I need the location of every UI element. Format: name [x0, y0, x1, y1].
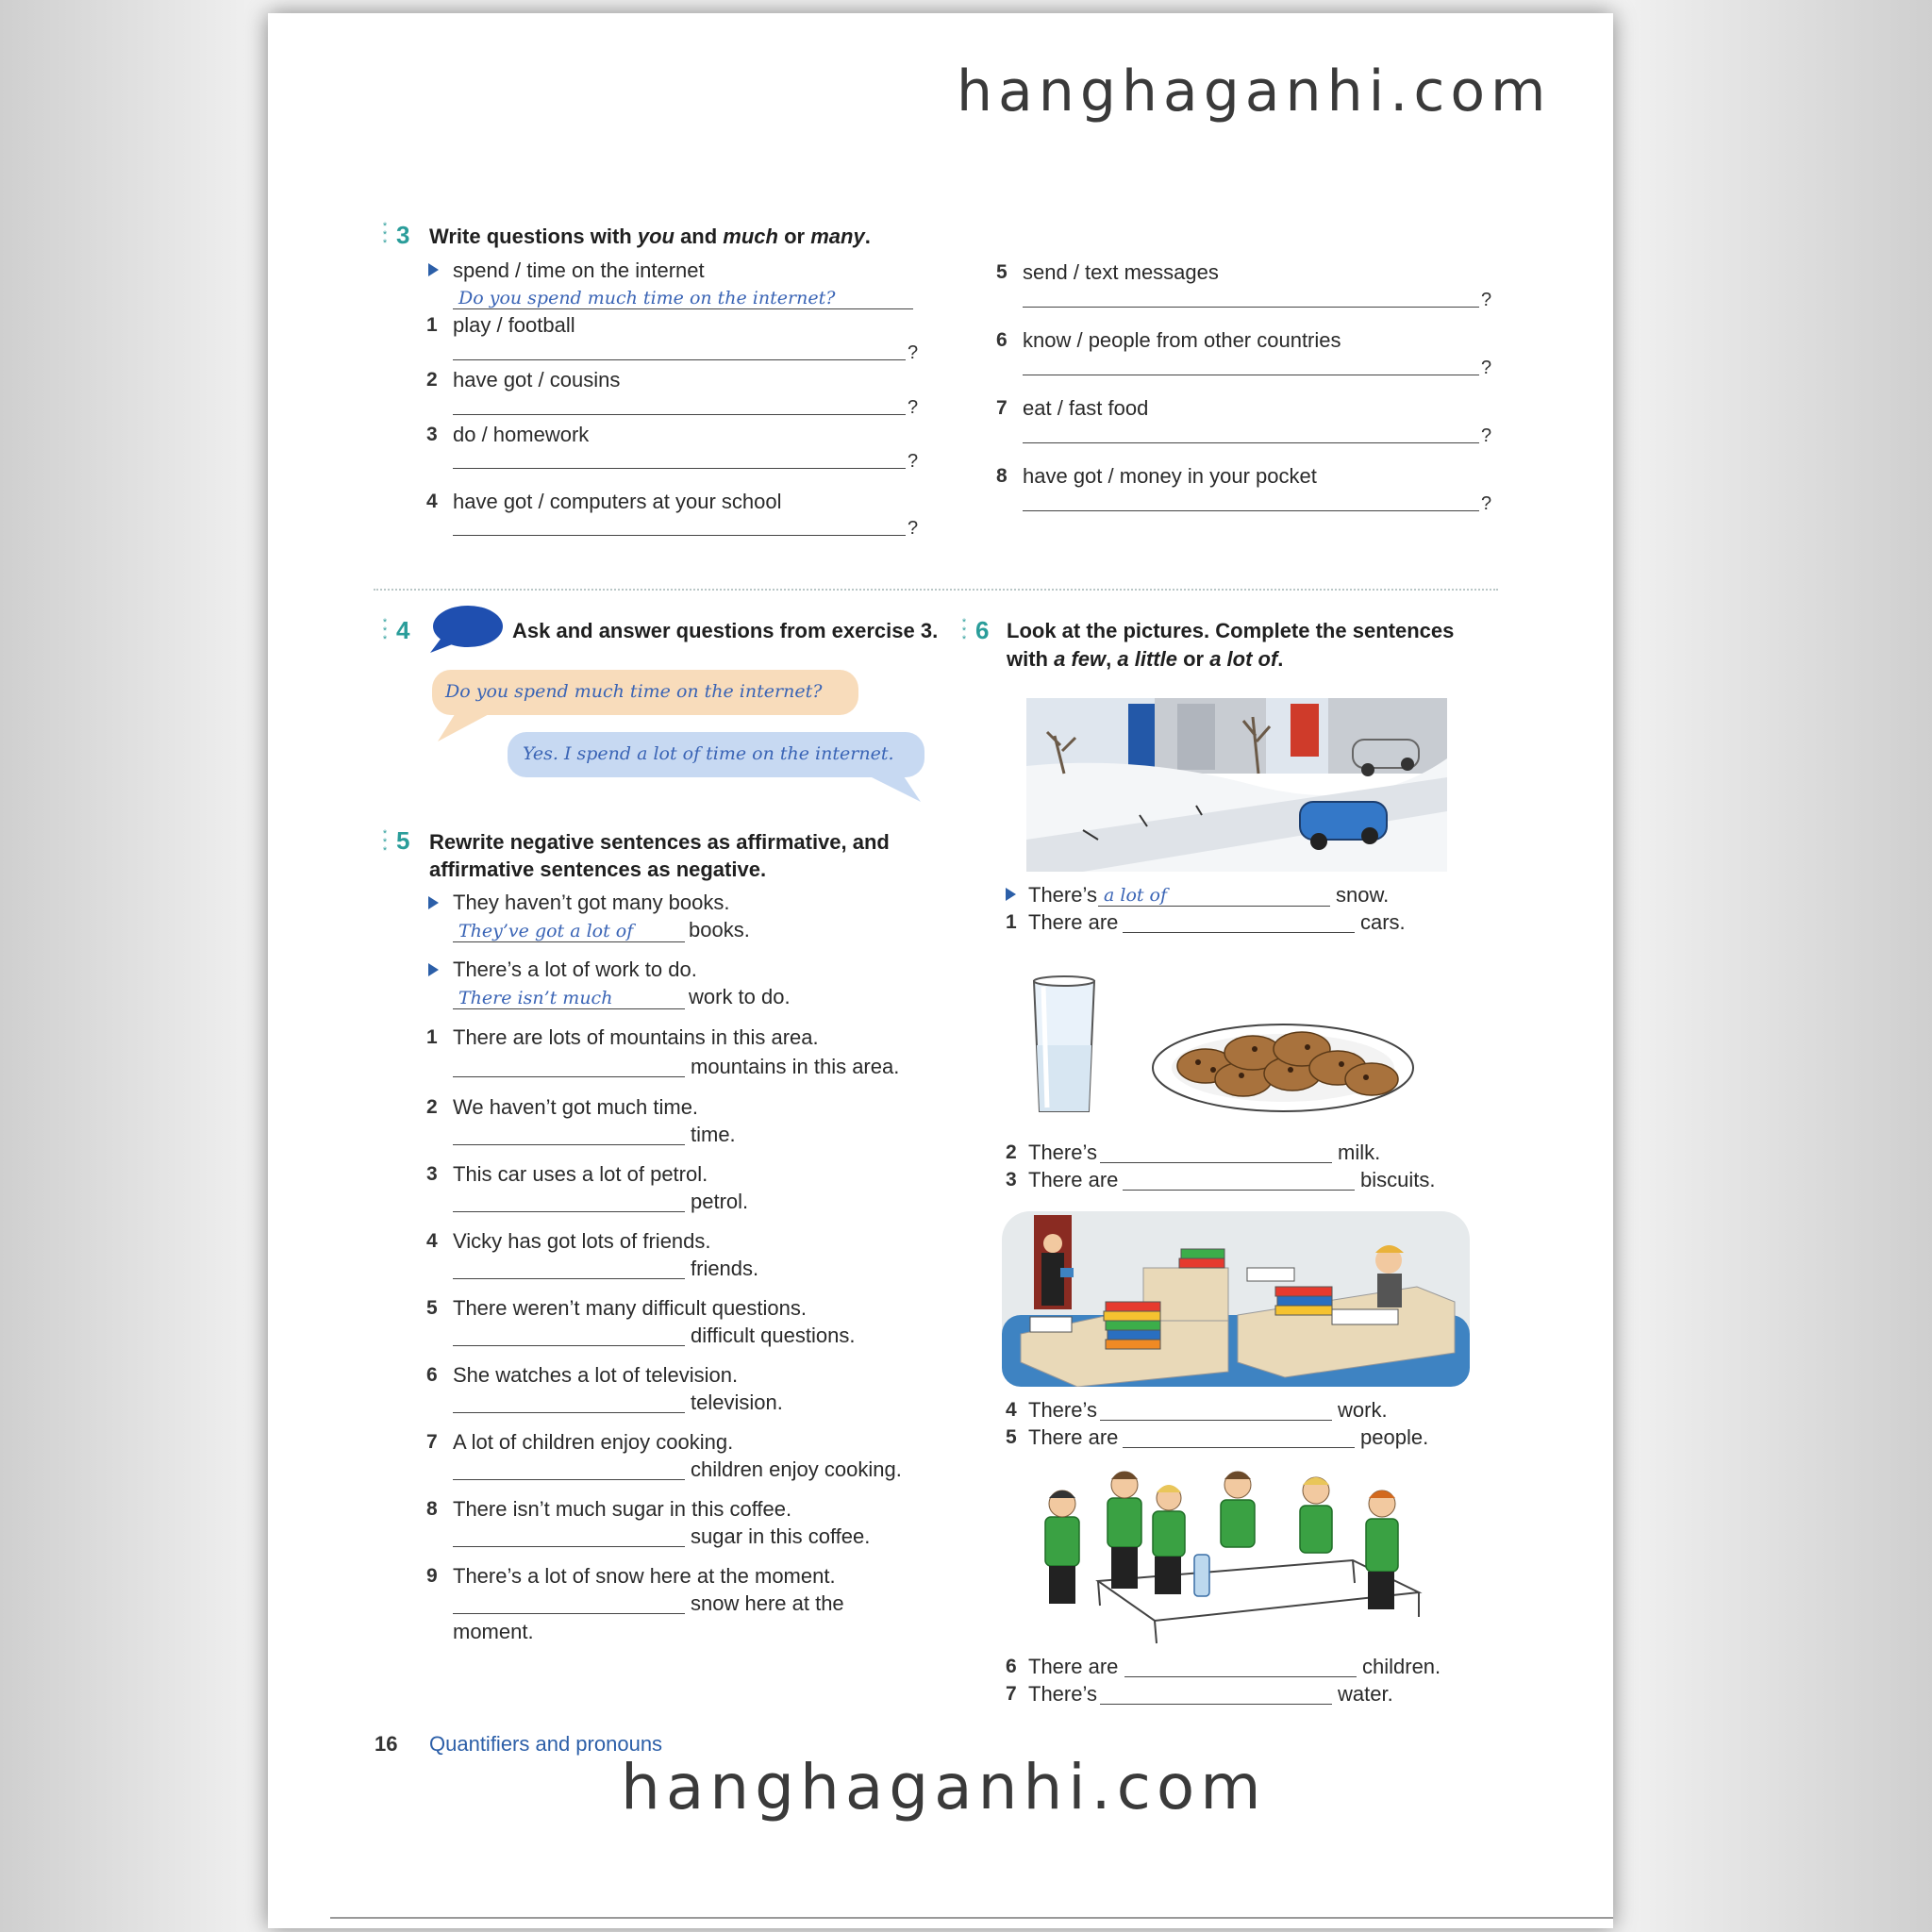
example-arrow-icon: [1006, 888, 1016, 901]
ex6-item-5-answer-line[interactable]: [1123, 1447, 1355, 1448]
item-number: 2: [1006, 1141, 1017, 1163]
exercise-5-heading-2: affirmative sentences as negative.: [429, 858, 767, 881]
ex5-item-3-answer-line[interactable]: [453, 1211, 685, 1212]
ex6-item-4-answer-line[interactable]: [1100, 1420, 1332, 1421]
ex3-item-4-answer-line[interactable]: [453, 535, 906, 536]
ex3-item-7-answer-line[interactable]: [1023, 442, 1479, 443]
ex6-item-1-start: There are: [1028, 910, 1119, 934]
ex5-item-6-ending: television.: [691, 1391, 783, 1414]
ex5-item-7-answer-line[interactable]: [453, 1479, 685, 1480]
ex3-item-2-prompt: have got / cousins: [453, 368, 621, 391]
ex6-item-6-end: children.: [1362, 1655, 1441, 1678]
answer-line: [453, 308, 913, 309]
item-number: 4: [426, 491, 438, 512]
ex6-item-2-answer-line[interactable]: [1100, 1162, 1332, 1163]
item-number: 4: [1006, 1399, 1017, 1421]
ex5-item-7-sentence: A lot of children enjoy cooking.: [453, 1430, 734, 1454]
ex6-item-5-start: There are: [1028, 1425, 1119, 1449]
milk-glass-picture: [1030, 975, 1098, 1117]
item-number: 4: [426, 1230, 438, 1252]
ex3-item-1-prompt: play / football: [453, 313, 575, 337]
question-mark: ?: [1481, 493, 1492, 514]
ex5-example-2-sentence: There’s a lot of work to do.: [453, 958, 697, 981]
difficulty-stars: * * *: [382, 617, 388, 645]
ex5-item-4-ending: friends.: [691, 1257, 759, 1280]
ex3-example-answer: Do you spend much time on the internet?: [458, 288, 836, 308]
item-number: 6: [996, 329, 1008, 351]
ex6-item-7-start: There’s: [1028, 1682, 1097, 1706]
question-mark: ?: [908, 342, 919, 363]
item-number: 5: [996, 261, 1008, 283]
ex5-item-1-answer-line[interactable]: [453, 1076, 685, 1077]
watermark-top: hanghaganhi.com: [957, 58, 1552, 125]
ex6-example-answer: a lot of: [1104, 885, 1168, 906]
question-mark: ?: [1481, 425, 1492, 446]
watermark-bottom: hanghaganhi.com: [621, 1751, 1267, 1824]
ex5-item-5-ending: difficult questions.: [691, 1324, 856, 1347]
children-table-picture: [1032, 1464, 1432, 1645]
item-number: 8: [996, 465, 1008, 487]
question-bubble-text: Do you spend much time on the internet?: [445, 681, 823, 702]
question-mark: ?: [1481, 358, 1492, 378]
item-number: 1: [426, 1026, 438, 1048]
difficulty-stars: * * *: [382, 221, 388, 249]
ex6-item-3-answer-line[interactable]: [1123, 1190, 1355, 1191]
ex3-item-5-answer-line[interactable]: [1023, 307, 1479, 308]
item-number: 6: [1006, 1656, 1017, 1677]
exercise-3-heading: Write questions with you and much or many.: [429, 225, 871, 248]
ex5-example-2-ending: work to do.: [689, 985, 791, 1008]
ex5-example-1-sentence: They haven’t got many books.: [453, 891, 730, 914]
example-arrow-icon: [428, 263, 439, 276]
ex5-item-8-ending: sugar in this coffee.: [691, 1524, 871, 1548]
answer-line: [453, 1008, 685, 1009]
ex3-item-2-answer-line[interactable]: [453, 414, 906, 415]
ex3-item-8-prompt: have got / money in your pocket: [1023, 464, 1317, 488]
exercise-5-heading-1: Rewrite negative sentences as affirmative, and: [429, 830, 890, 854]
ex5-item-9-answer-line[interactable]: [453, 1613, 685, 1614]
answer-line: [1098, 906, 1330, 907]
example-arrow-icon: [428, 963, 439, 976]
ex6-item-3-end: biscuits.: [1360, 1168, 1436, 1191]
item-number: 7: [1006, 1683, 1017, 1705]
exercise-4-heading: Ask and answer questions from exercise 3.: [512, 619, 939, 642]
ex3-example-prompt: spend / time on the internet: [453, 258, 705, 282]
ex6-item-2-end: milk.: [1338, 1141, 1381, 1164]
ex3-item-3-answer-line[interactable]: [453, 468, 906, 469]
ex5-item-4-answer-line[interactable]: [453, 1278, 685, 1279]
ex5-example-1-answer: They’ve got a lot of: [458, 921, 634, 941]
ex5-item-6-answer-line[interactable]: [453, 1412, 685, 1413]
item-number: 3: [426, 1163, 438, 1185]
ex6-item-4-end: work.: [1338, 1398, 1388, 1422]
item-number: 1: [1006, 911, 1017, 933]
ex5-item-3-ending: petrol.: [691, 1190, 749, 1213]
ex5-item-8-answer-line[interactable]: [453, 1546, 685, 1547]
item-number: 5: [426, 1297, 438, 1319]
item-number: 5: [1006, 1426, 1017, 1448]
item-number: 9: [426, 1565, 438, 1587]
page-bottom-edge: [330, 1917, 1613, 1919]
exercise-4-number: 4: [396, 616, 410, 644]
question-mark: ?: [908, 518, 919, 539]
ex3-item-8-answer-line[interactable]: [1023, 510, 1479, 511]
ex3-item-1-answer-line[interactable]: [453, 359, 906, 360]
ex6-example-end: snow.: [1336, 883, 1390, 907]
ex5-item-5-sentence: There weren’t many difficult questions.: [453, 1296, 807, 1320]
exercise-5-number: 5: [396, 826, 410, 855]
exercise-6-heading-1: Look at the pictures. Complete the sentences: [1007, 619, 1455, 642]
ex6-item-1-answer-line[interactable]: [1123, 932, 1355, 933]
item-number: 7: [426, 1431, 438, 1453]
ex6-item-4-start: There’s: [1028, 1398, 1097, 1422]
snowy-street-picture: [1026, 698, 1447, 872]
answer-line: [453, 941, 685, 942]
item-number: 1: [426, 314, 438, 336]
ex6-item-7-end: water.: [1338, 1682, 1393, 1706]
item-number: 2: [426, 1096, 438, 1118]
ex6-item-6-answer-line[interactable]: [1124, 1676, 1357, 1677]
ex3-item-6-prompt: know / people from other countries: [1023, 328, 1341, 352]
ex5-item-9-sentence: There’s a lot of snow here at the moment.: [453, 1564, 836, 1588]
ex5-item-3-sentence: This car uses a lot of petrol.: [453, 1162, 708, 1186]
item-number: 7: [996, 397, 1008, 419]
ex5-item-2-sentence: We haven’t got much time.: [453, 1095, 699, 1119]
ex6-item-2-start: There’s: [1028, 1141, 1097, 1164]
ex5-item-5-answer-line[interactable]: [453, 1345, 685, 1346]
ex5-item-4-sentence: Vicky has got lots of friends.: [453, 1229, 711, 1253]
item-number: 2: [426, 369, 438, 391]
item-number: 3: [426, 424, 438, 445]
ex6-item-5-end: people.: [1360, 1425, 1429, 1449]
item-number: 8: [426, 1498, 438, 1520]
ex5-item-6-sentence: She watches a lot of television.: [453, 1363, 739, 1387]
section-divider: [374, 589, 1498, 591]
ex5-item-1-ending: mountains in this area.: [691, 1055, 900, 1078]
ex6-item-6-start: There are: [1028, 1655, 1119, 1678]
ex5-item-9-ending-2: moment.: [453, 1620, 534, 1643]
exercise-3-number: 3: [396, 221, 410, 249]
page-footer-title: Quantifiers and pronouns: [429, 1732, 663, 1756]
ex3-item-5-prompt: send / text messages: [1023, 260, 1219, 284]
ex5-item-7-ending: children enjoy cooking.: [691, 1457, 902, 1481]
ex5-item-9-ending: snow here at the: [691, 1591, 844, 1615]
exercise-6-number: 6: [975, 616, 990, 644]
difficulty-stars: * * *: [961, 617, 967, 645]
question-mark: ?: [908, 451, 919, 472]
page-number: 16: [375, 1732, 398, 1756]
ex5-item-1-sentence: There are lots of mountains in this area.: [453, 1025, 819, 1049]
ex6-item-3-start: There are: [1028, 1168, 1119, 1191]
ex5-item-2-answer-line[interactable]: [453, 1144, 685, 1145]
ex6-item-1-end: cars.: [1360, 910, 1406, 934]
ex5-item-2-ending: time.: [691, 1123, 736, 1146]
exercise-6-heading-2: with a few, a little or a lot of.: [1007, 647, 1284, 671]
example-arrow-icon: [428, 896, 439, 909]
ex3-item-3-prompt: do / homework: [453, 423, 590, 446]
ex5-example-2-answer: There isn’t much: [458, 988, 613, 1008]
ex3-item-7-prompt: eat / fast food: [1023, 396, 1149, 420]
ex6-example-start: There’s: [1028, 883, 1097, 907]
difficulty-stars: * * *: [382, 828, 388, 857]
item-number: 3: [1006, 1169, 1017, 1191]
classroom-work-picture: [1002, 1211, 1470, 1387]
question-mark: ?: [1481, 290, 1492, 310]
speech-bubble-icon: [426, 604, 504, 655]
biscuits-plate-picture: [1149, 1021, 1417, 1115]
ex5-item-8-sentence: There isn’t much sugar in this coffee.: [453, 1497, 792, 1521]
ex3-item-4-prompt: have got / computers at your school: [453, 490, 782, 513]
answer-bubble-text: Yes. I spend a lot of time on the internet.: [523, 743, 894, 764]
item-number: 6: [426, 1364, 438, 1386]
ex5-example-1-ending: books.: [689, 918, 750, 941]
ex6-item-7-answer-line[interactable]: [1100, 1704, 1332, 1705]
question-mark: ?: [908, 397, 919, 418]
